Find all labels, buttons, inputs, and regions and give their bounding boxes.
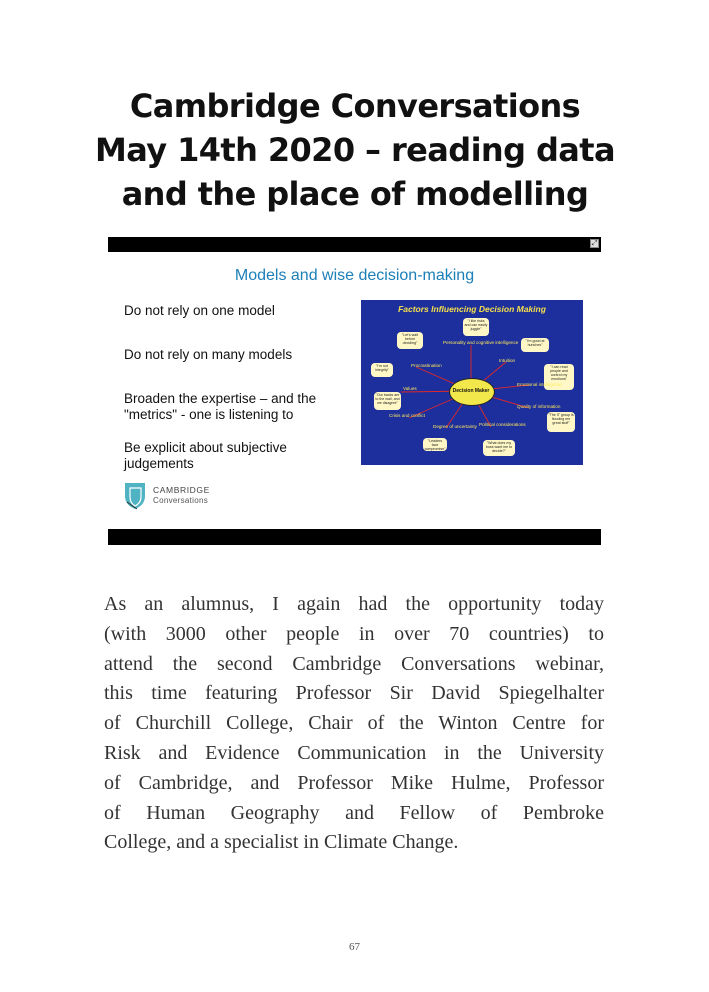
paragraph-line: (with 3000 other people in over 70 countries) to (104, 622, 604, 645)
factor-label: Political considerations (479, 422, 526, 427)
slide-title: Models and wise decision-making (234, 267, 475, 284)
slide-bullet: Do not rely on one model (124, 303, 275, 318)
factor-label: Values (403, 386, 417, 391)
paragraph-line: of Cambridge, and Professor Mike Hulme, Professor (104, 771, 604, 794)
quote-bubble: "I can read people and control my emotions" (544, 364, 574, 390)
slide-bullet (124, 391, 316, 423)
quote-bubble: "I'm good at hunches" (521, 338, 549, 352)
decision-maker-label: Decision Maker (452, 388, 490, 394)
cambridge-conversations-logo (124, 480, 244, 512)
factor-label: Procrastination (411, 363, 442, 368)
logo-subtext: Conversations (153, 496, 209, 505)
quote-bubble: "What does my boss want me to decide?" (483, 440, 515, 456)
expand-icon[interactable]: ⤢ (591, 239, 598, 247)
slide-bullet-line: "metrics" - one is listening to (124, 407, 294, 422)
factor-label: Quality of information (517, 404, 561, 409)
shield-logo-icon (124, 482, 146, 510)
slide-bullet-line: Broaden the expertise – and the (124, 391, 317, 406)
title-line: May 14th 2020 – reading data (95, 131, 615, 169)
factor-label: Personality and cognitive intelligence (443, 340, 519, 345)
title-line: Cambridge Conversations (129, 87, 581, 125)
page-number: 67 (349, 941, 360, 953)
slide-bullet-line: Be explicit about subjective (124, 440, 287, 455)
quote-bubble: "Leaders face compromise" (424, 439, 446, 451)
logo-text: CAMBRIDGE (153, 485, 210, 495)
diagram-title: Factors Influencing Decision Making (398, 304, 546, 314)
page-title (60, 84, 650, 216)
slide-bullet: Do not rely on many models (124, 347, 293, 362)
factor-label: Emotional intelligence (517, 382, 562, 387)
quote-bubble: "The IT group is flooding me great stuff" (547, 412, 575, 432)
factor-label: Crisis and conflict (389, 413, 425, 418)
factor-label: Intuition (499, 358, 516, 363)
paragraph-line: As an alumnus, I again had the opportunity today (104, 593, 604, 615)
body-paragraph (104, 590, 604, 858)
paragraph-line: Risk and Evidence Communication in the University (104, 741, 604, 764)
slide-top-bar (108, 237, 601, 252)
paragraph-line: attend the second Cambridge Conversations webinar, (104, 652, 604, 675)
paragraph-line: College, and a specialist in Climate Change. (104, 831, 459, 854)
quote-bubble: "Our backs are to the wall, and we disagree" (374, 392, 401, 410)
quote-bubble: "I'm not integrity" (371, 363, 393, 377)
slide-bottom-bar (108, 529, 601, 545)
slide-bullet (124, 440, 287, 472)
paragraph-line: of Churchill College, Chair of the Winton Centre for (104, 712, 604, 735)
quote-bubble: "I like risks and can easily juggle" (463, 318, 489, 336)
quote-bubble: "Let's wait before deciding" (397, 332, 423, 349)
decision-making-diagram (361, 300, 583, 465)
paragraph-line: this time featuring Professor Sir David Spiegelhalter (104, 682, 604, 705)
embedded-slide-image (108, 237, 601, 545)
slide-bullet-line: judgements (124, 456, 194, 471)
factor-label: Degree of uncertainty (433, 424, 477, 429)
paragraph-line: of Human Geography and Fellow of Pembroke (104, 801, 604, 824)
title-line: and the place of modelling (121, 175, 589, 213)
